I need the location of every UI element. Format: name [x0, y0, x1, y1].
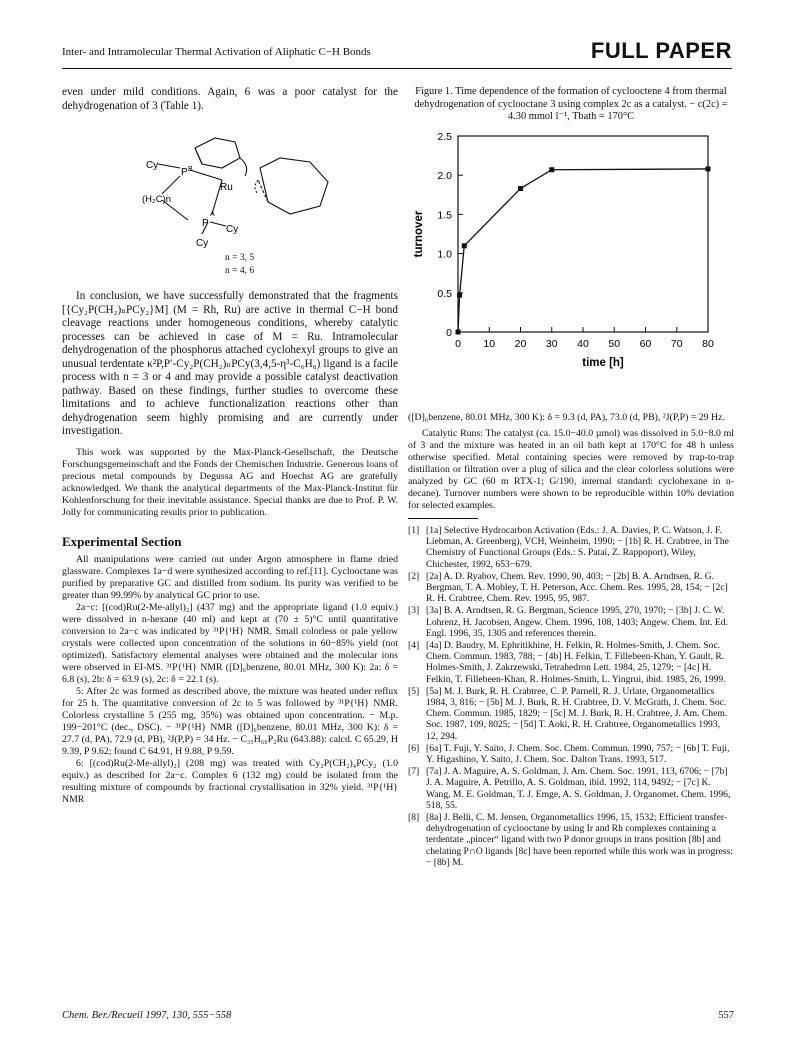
y-tick-label: 2.5: [437, 131, 452, 143]
struct-pb-sup: B: [188, 166, 193, 173]
reference-text: [7a] J. A. Maguire, A. S. Goldman, J. Am. Chem. Soc. 1991, 113, 6706; − [7b] J. A. Maguire, A. Petrillo, A. S. Goldman, ibid. 1992, 114, 9492; − [7c] K. Wang, M. E. Goldman, T. J. Emge, A. S. Goldman, J. Organomet. Chem. 1996, 518, 55.: [426, 766, 731, 811]
experimental-6: 6: [(cod)Ru(2-Me-allyl)₂] (208 mg) was treated with Cy₂P(CH₂)₄PCy₂ (1.0 equiv.) as described for 2a−c. Complex 6 (132 mg) could be isolated from the resulting mixture of compounds by fractional crystallisation in 32% yield. ³¹P{¹H} NMR: [62, 758, 398, 805]
reference-number: [8]: [408, 812, 420, 824]
catalytic-runs: Catalytic Runs: The catalyst (ca. 15.0−40.0 µmol) was dissolved in 5.0−8.0 ml of 3 and the mixture was heated in an oil bath kept at 170°C for 48 h unless otherwise specified. Metal containing species were removed by trap-to-trap distillation or filtration over a plug of silica and the clear colorless solutions were analyzed by GC (60 m RTX-1; G/190, internal standard: cyclohexane in n-decane). Turnover numbers were shown to be reproducible within 10% deviation for selected examples.: [408, 428, 734, 511]
struct-pa-sup: A: [210, 211, 215, 218]
x-tick-label: 40: [577, 338, 589, 350]
n-label-2: n = 4, 6: [225, 266, 255, 276]
reference-item: [408, 640, 734, 685]
reference-text: [2a] A. D. Ryabov, Chem. Rev. 1990, 90, 403; − [2b] B. A. Arndtsen, R. G. Bergman, T. A. Mobley, T. H. Peterson, Acc. Chem. Res. 1995, 28, 154; − [2c] R. H. Crabtree, Chem. Rev. 1995, 95, 987.: [426, 570, 728, 605]
section-label: FULL PAPER: [590, 38, 732, 63]
journal-citation: Chem. Ber./Recueil 1997, 130, 555−558: [62, 1010, 232, 1021]
reference-number: [5]: [408, 685, 420, 697]
reference-number: [3]: [408, 605, 420, 617]
data-point: [456, 330, 461, 335]
reference-text: [6a] T. Fuji, Y. Saito, J. Chem. Soc. Chem. Commun. 1990, 757; − [6b] T. Fuji, Y. Higashino, Y. Saito, J. Chem. Soc. Dalton Trans. 1993, 517.: [426, 742, 730, 766]
data-point: [706, 166, 711, 171]
reference-item: [408, 605, 734, 639]
struct-ch2n: (H₂C)n: [142, 194, 172, 205]
x-tick-label: 50: [608, 338, 621, 350]
n-label-1: n = 3, 5: [225, 253, 255, 263]
reference-text: [8a] J. Belli, C. M. Jensen, Organometallics 1996, 15, 1532; Efficient transfer-dehydrogenation of cyclooctane by using Ir and Rh complexes containing a terdentate „pincer“ ligand with two P donor groups in trans position [8b] and chelating P∩O ligands [8c] have been reported while this work was in progress: − [8b] M.: [426, 812, 733, 868]
right-column-body: [408, 412, 734, 869]
left-column: [62, 86, 398, 113]
y-tick-label: 0: [446, 327, 452, 339]
intro-paragraph: even under mild conditions. Again, 6 was a poor catalyst for the dehydrogenation of 3 (Table 1).: [62, 86, 398, 112]
page-header: [62, 36, 732, 69]
turnover-chart: [408, 128, 734, 369]
reference-number: [7]: [408, 766, 420, 778]
left-column-body: [62, 290, 398, 806]
reference-item: [408, 525, 734, 570]
struct-cy-top: Cy: [146, 160, 159, 171]
struct-cy-bottom: Cy: [196, 238, 209, 249]
data-point: [549, 167, 554, 172]
reference-number: [2]: [408, 570, 420, 582]
acknowledgement: This work was supported by the Max-Planck-Gesellschaft, the Deutsche Forschungsgemeinschaft and the Fonds der Chemischen Industrie. Generous loans of precious metal compounds by Degussa AG and Hoechst AG are gratefully acknowledged. We thank the analytical departments of the Max-Planck-Institut für Kohlenforschung for their inevitable assistance. Special thanks are due to Prof. P. W. Jolly for communicating results prior to publication.: [62, 446, 398, 518]
experimental-heading: Experimental Section: [62, 533, 182, 549]
reference-item: [408, 812, 734, 868]
figure-caption: Figure 1. Time dependence of the formation of cyclooctene 4 from thermal dehydrogenation of cyclooctane 3 using complex 2c as a catalyst. − c(2c) = 4.30 mmol l⁻¹, Tbath = 170°C: [414, 86, 728, 122]
series-line: [458, 169, 708, 332]
page-number: 557: [718, 1010, 734, 1021]
reference-number: [4]: [408, 640, 420, 652]
reference-number: [6]: [408, 742, 420, 754]
conclusion-paragraph: In conclusion, we have successfully demonstrated that the fragments [{Cy₂P(CH₂)ₙPCy₂}M] (M = Rh, Ru) are active in thermal C−H bond cleavage reactions under homogeneous conditions, whereby catalytic processes can be achieved in case of M = Ru. Intramolecular dehydrogenation of the phosphorus attached cyclohexyl groups to give an unusual terdentate κ²P,P′-Cy₂P(CH₂)ₙPCy(3,4,5-η³-C₆H₈) ligand is a facile process with n = 3 or 4 and may provide a possible catalyst deactivation pathway. Based on these findings, further studies to overcome these limitations and to achieve functionalization reactions other than dehydrogenation seem highly promising and are currently under investigation.: [62, 290, 398, 437]
reference-number: [1]: [408, 525, 420, 536]
figure-caption-block: [408, 86, 734, 124]
experimental-5: 5: After 2c was formed as described above, the mixture was heated under reflux for 25 h. The quantitative conversion of 2c to 5 was followed by ³¹P{¹H} NMR. Colorless crystalline 5 (255 mg, 35%) was obtained upon concentration. − M.p. 199−201°C (dec., DSC). − ³¹P{¹H} NMR ([D]₆benzene, 80.01 MHz, 300 K): δ = 27.7 (d, PA), 72.9 (d, PB), ²J(P,P) = 34 Hz. − C₃₅H₆₀P₂Ru (643.88): calcd. C 65.29, H 9.39, P 9.62; found C 64.91, H 9.88, P 9.59.: [62, 686, 398, 757]
nmr-continued: ([D]₆benzene, 80.01 MHz, 300 K): δ = 9.3 (d, PA), 73.0 (d, PB), ²J(P,P) = 29 Hz.: [408, 412, 725, 423]
reference-text: [5a] M. J. Burk, R. H. Crabtree, C. P. Parnell, R. J. Urlate, Organometallics 1984, 3, 816; − [5b] M. J. Burk, R. H. Crabtree, D. V. McGrath, J. Chem. Soc. Chem. Commun. 1985, 1829; − [5c] M. J. Burk, R. H. Crabtree, J. Am. Chem. Soc. 1987, 109, 8025; − [5d] T. Aoki, R. H. Crabtree, Organometallics 1993, 12, 294.: [426, 685, 728, 742]
struct-pb: P: [181, 167, 188, 178]
y-axis-label: turnover: [413, 210, 425, 258]
struct-pa: P: [202, 218, 209, 229]
x-tick-label: 10: [483, 338, 496, 350]
reference-item: [408, 766, 734, 811]
y-tick-label: 1.5: [437, 209, 452, 222]
experimental-general: All manipulations were carried out under Argon atmosphere in flame dried glassware. Complexes 1a−d were synthesized according to ref.[11]. Cyclooctane was purified by preparative GC and distilled from sodium. Its purity was verified to be greater than 99.99% by analytical GC prior to use.: [62, 554, 398, 601]
struct-cy-right: Cy: [226, 224, 239, 235]
reference-item: [408, 743, 734, 765]
reference-text: [4a] D. Baudry, M. Ephritikhine, H. Felkin, R. Holmes-Smith, J. Chem. Soc. Chem. Commun. 1983, 788; − [4b] H. Felkin, T. Fillebeen-Khan, Y. Gault, R. Holmes-Smith, J. Zakrzewski, Tetrahedron Lett. 1984, 25, 1279; − [4c] H. Felkin, T. Fillebeen-Khan, R. Holmes-Smith, L. Yingrui, ibid. 1985, 26, 1999.: [426, 640, 726, 685]
references-list: [408, 525, 734, 868]
x-tick-label: 0: [455, 338, 461, 350]
y-tick-label: 1.0: [437, 248, 452, 261]
y-tick-label: 2.0: [437, 170, 452, 183]
reference-text: [1a] Selective Hydrocarbon Activation (Eds.: J. A. Davies, P. C. Watson, J. F. Liebman, A. Greenberg), VCH, Weinheim, 1990; − [1b] R. H. Crabtree, in The Chemistry of Functional Groups (Eds.: S. Patai, Z. Rappoport), Wiley, Chichester, 1992, 653−679.: [426, 525, 729, 570]
data-point: [457, 293, 462, 298]
data-point: [462, 243, 467, 248]
x-tick-label: 70: [670, 338, 683, 350]
reference-item: [408, 686, 734, 742]
data-point: [518, 186, 523, 191]
x-tick-label: 30: [545, 338, 558, 350]
running-title: Inter- and Intramolecular Thermal Activation of Aliphatic C−H Bonds: [62, 46, 371, 58]
experimental-2a-c: 2a−c: [(cod)Ru(2-Me-allyl)₂] (437 mg) and the appropriate ligand (1.0 equiv.) were dissolved in n-hexane (40 ml) and kept at (70 ± 5)°C until quantitative conversion to 2a−c was indicated by ³¹P{¹H} NMR. Small colorless or pale yellow crystals were collected upon concentration of the solutions in 60−85% yield (not optimized). Satisfactory elemental analyses were obtained and the molecular ions were observed in EI-MS. ³¹P{¹H} NMR ([D]₆benzene, 80.01 MHz, 300 K): 2a: δ = 6.8 (s), 2b: δ = 63.9 (s), 2c: δ = 22.1 (s).: [62, 602, 398, 685]
struct-ru: Ru: [220, 182, 233, 193]
x-tick-label: 20: [514, 338, 527, 350]
x-axis-label: time [h]: [582, 357, 624, 369]
y-tick-label: 0.5: [437, 287, 452, 300]
reference-text: [3a] B. A. Arndtsen, R. G. Bergman, Science 1995, 270, 1970; − [3b] J. C. W. Lohrenz, H. Jacobsen, Angew. Chem. 1996, 108, 1403; Angew. Chem. Int. Ed. Engl. 1996, 35, 1305 and references therein.: [426, 605, 728, 639]
references-rule: [408, 518, 478, 519]
n-labels: [225, 252, 254, 278]
x-tick-label: 80: [702, 338, 714, 350]
reference-item: [408, 571, 734, 605]
plot-frame: [458, 136, 708, 332]
x-tick-label: 60: [639, 338, 652, 350]
